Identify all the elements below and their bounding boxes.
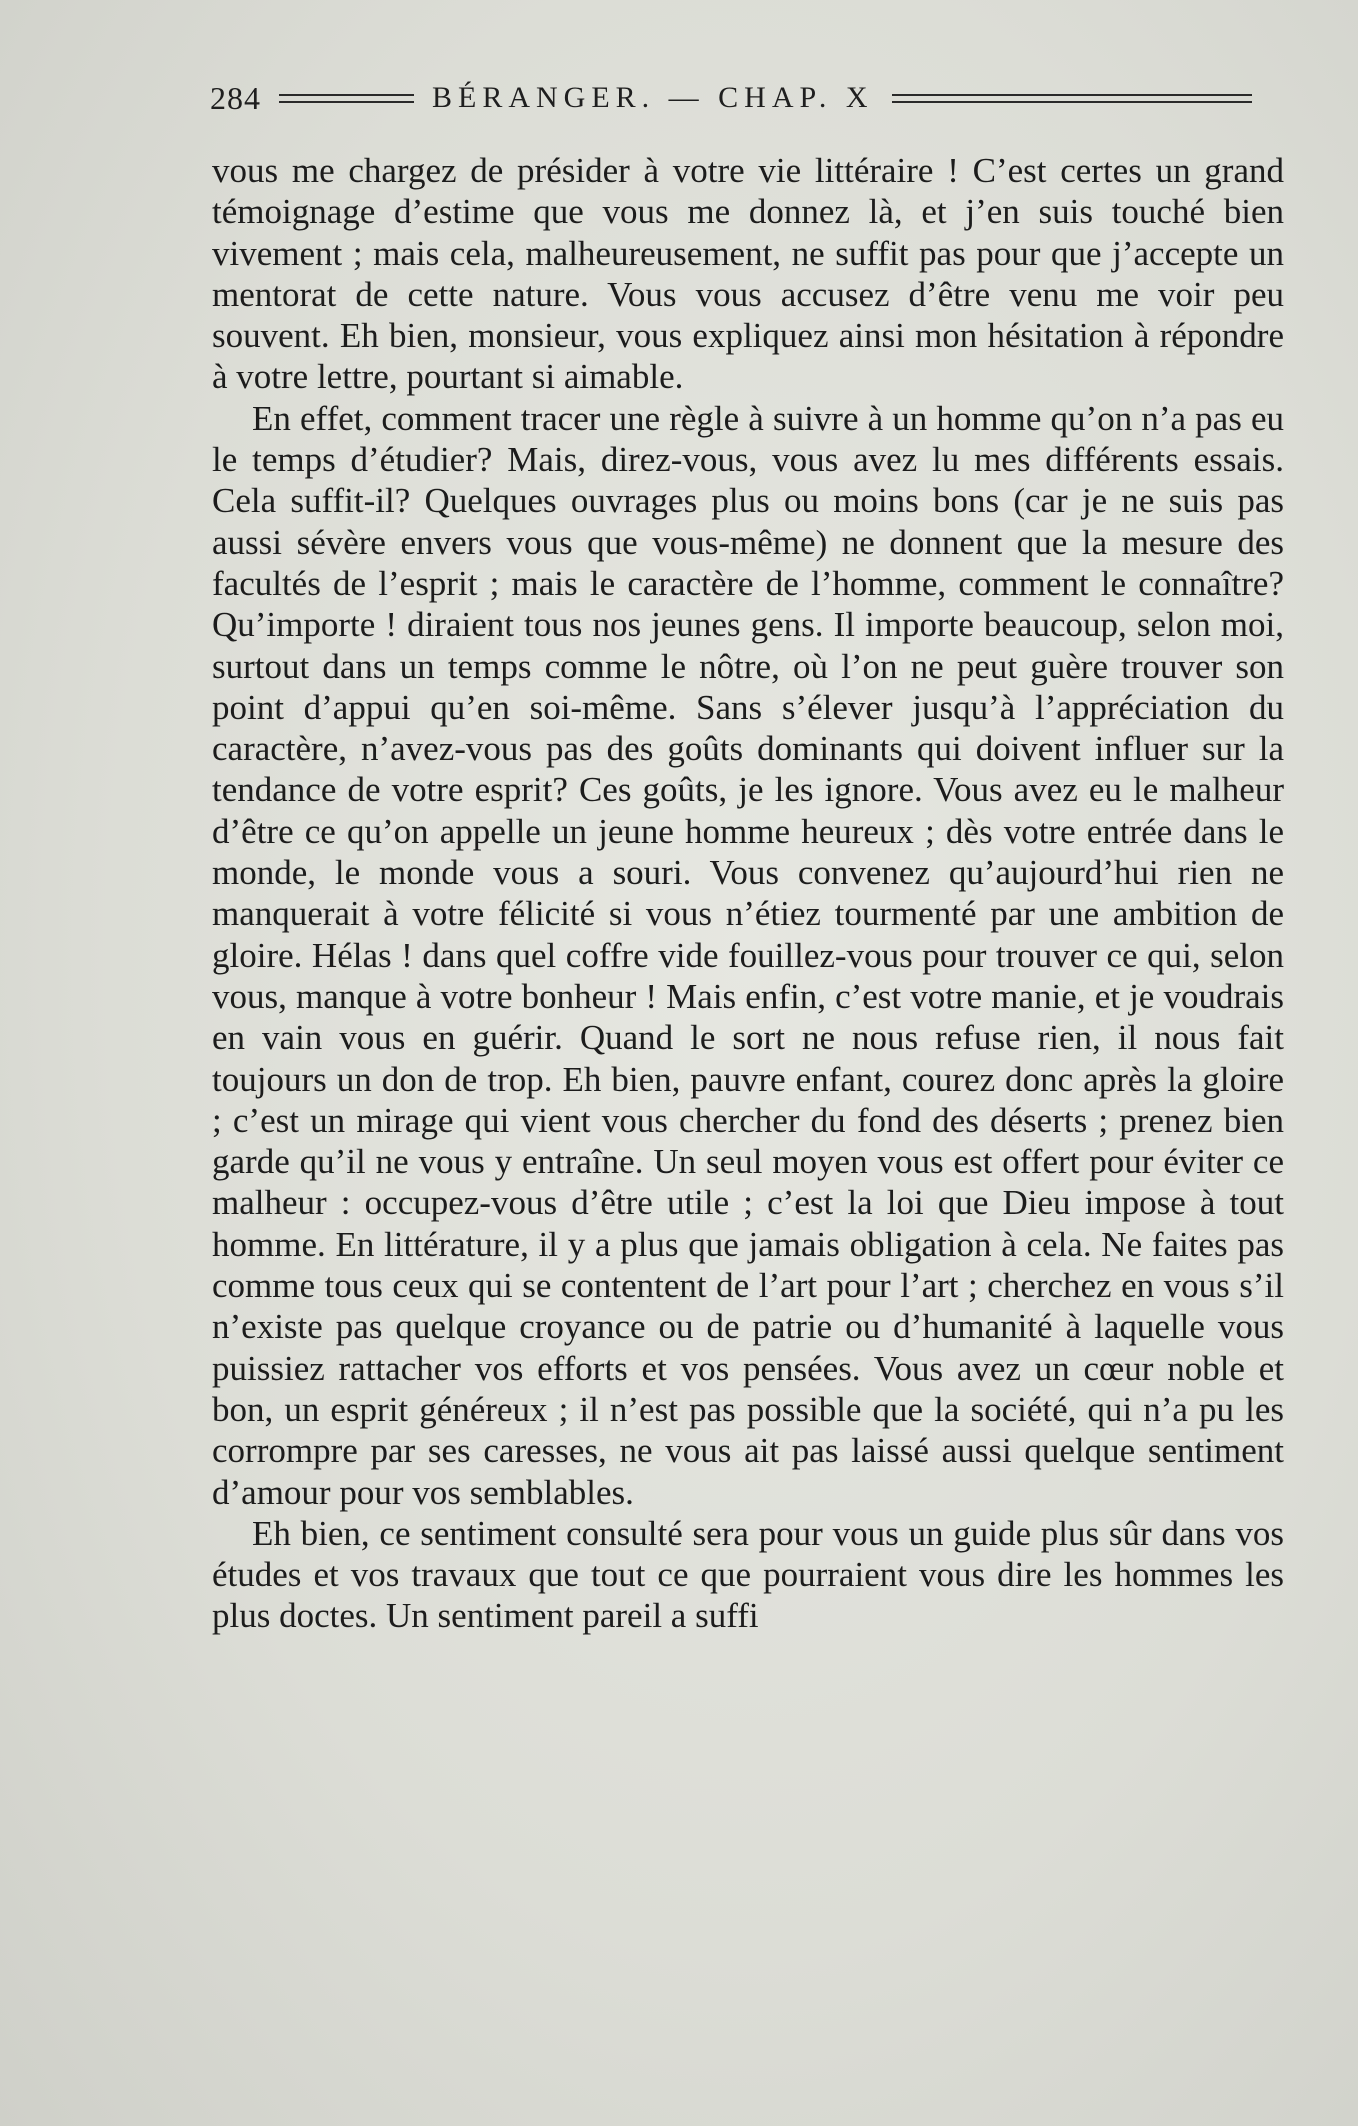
paragraph-2: En effet, comment tracer une règle à suivre à un homme qu’on n’a pas eu le temps d’étudier? Mais, direz-vous, vous avez lu mes différents essais. Cela suffit-il? Quelques ouvrages plus ou moins bons (car je ne suis pas aussi sévère envers vous que vous-même) ne donnent que la mesure des facultés de l’esprit ; mais le caractère de l’homme, comment le connaître? Qu’importe ! diraient tous nos jeunes gens. Il importe beaucoup, selon moi, surtout dans un temps comme le nôtre, où l’on ne peut guère trouver son point d’appui qu’en soi-même. Sans s’élever jusqu’à l’appréciation du caractère, n’avez-vous pas des goûts dominants qui doivent influer sur la tendance de votre esprit? Ces goûts, je les ignore. Vous avez eu le malheur d’être ce qu’on appelle un jeune homme heureux ; dès votre entrée dans le monde, le monde vous a souri. Vous convenez qu’aujourd’hui rien ne manquerait à votre félicité si vous n’étiez tourmenté par une ambition de gloire. Hélas ! dans quel coffre vide fouillez-vous pour trouver ce qui, selon vous, manque à votre bonheur ! Mais enfin, c’est votre manie, et je voudrais en vain vous en guérir. Quand le sort ne nous refuse rien, il nous fait toujours un don de trop. Eh bien, pauvre enfant, courez donc après la gloire ; c’est un mirage qui vient vous chercher du fond des déserts ; prenez bien garde qu’il ne vous y entraîne. Un seul moyen vous est offert pour éviter ce malheur : occupez-vous d’être utile ; c’est la loi que Dieu impose à tout homme. En littérature, il y a plus que jamais obligation à cela. Ne faites pas comme tous ceux qui se contentent de l’art pour l’art ; cherchez en vous s’il n’existe pas quelque croyance ou de patrie ou d’humanité à laquelle vous puissiez rattacher vos efforts et vos pensées. Vous avez un cœur noble et bon, un esprit généreux ; il n’est pas possible que la société, qui n’a pu les corrompre par ses caresses, ne vous ait pas laissé aussi quelque sentiment d’amour pour vos semblables. <box>212 398 1284 1512</box>
page-number: 284 <box>210 79 261 116</box>
running-title: BÉRANGER. — CHAP. X <box>432 81 874 114</box>
body-text <box>212 150 1284 1637</box>
paragraph-3: Eh bien, ce sentiment consulté sera pour vous un guide plus sûr dans vos études et vos travaux que tout ce que pourraient vous dire les hommes les plus doctes. Un sentiment pareil a suffi <box>212 1513 1284 1636</box>
header-rule-left <box>279 94 414 103</box>
header-rule-right <box>892 94 1252 103</box>
page-header <box>210 78 1270 118</box>
paragraph-1: vous me chargez de présider à votre vie littéraire ! C’est certes un grand témoignage d’estime que vous me donnez là, et j’en suis touché bien vivement ; mais cela, malheureusement, ne suffit pas pour que j’accepte un mentorat de cette nature. Vous vous accusez d’être venu me voir peu souvent. Eh bien, monsieur, vous expliquez ainsi mon hésitation à répondre à votre lettre, pourtant si aimable. <box>212 151 1284 397</box>
